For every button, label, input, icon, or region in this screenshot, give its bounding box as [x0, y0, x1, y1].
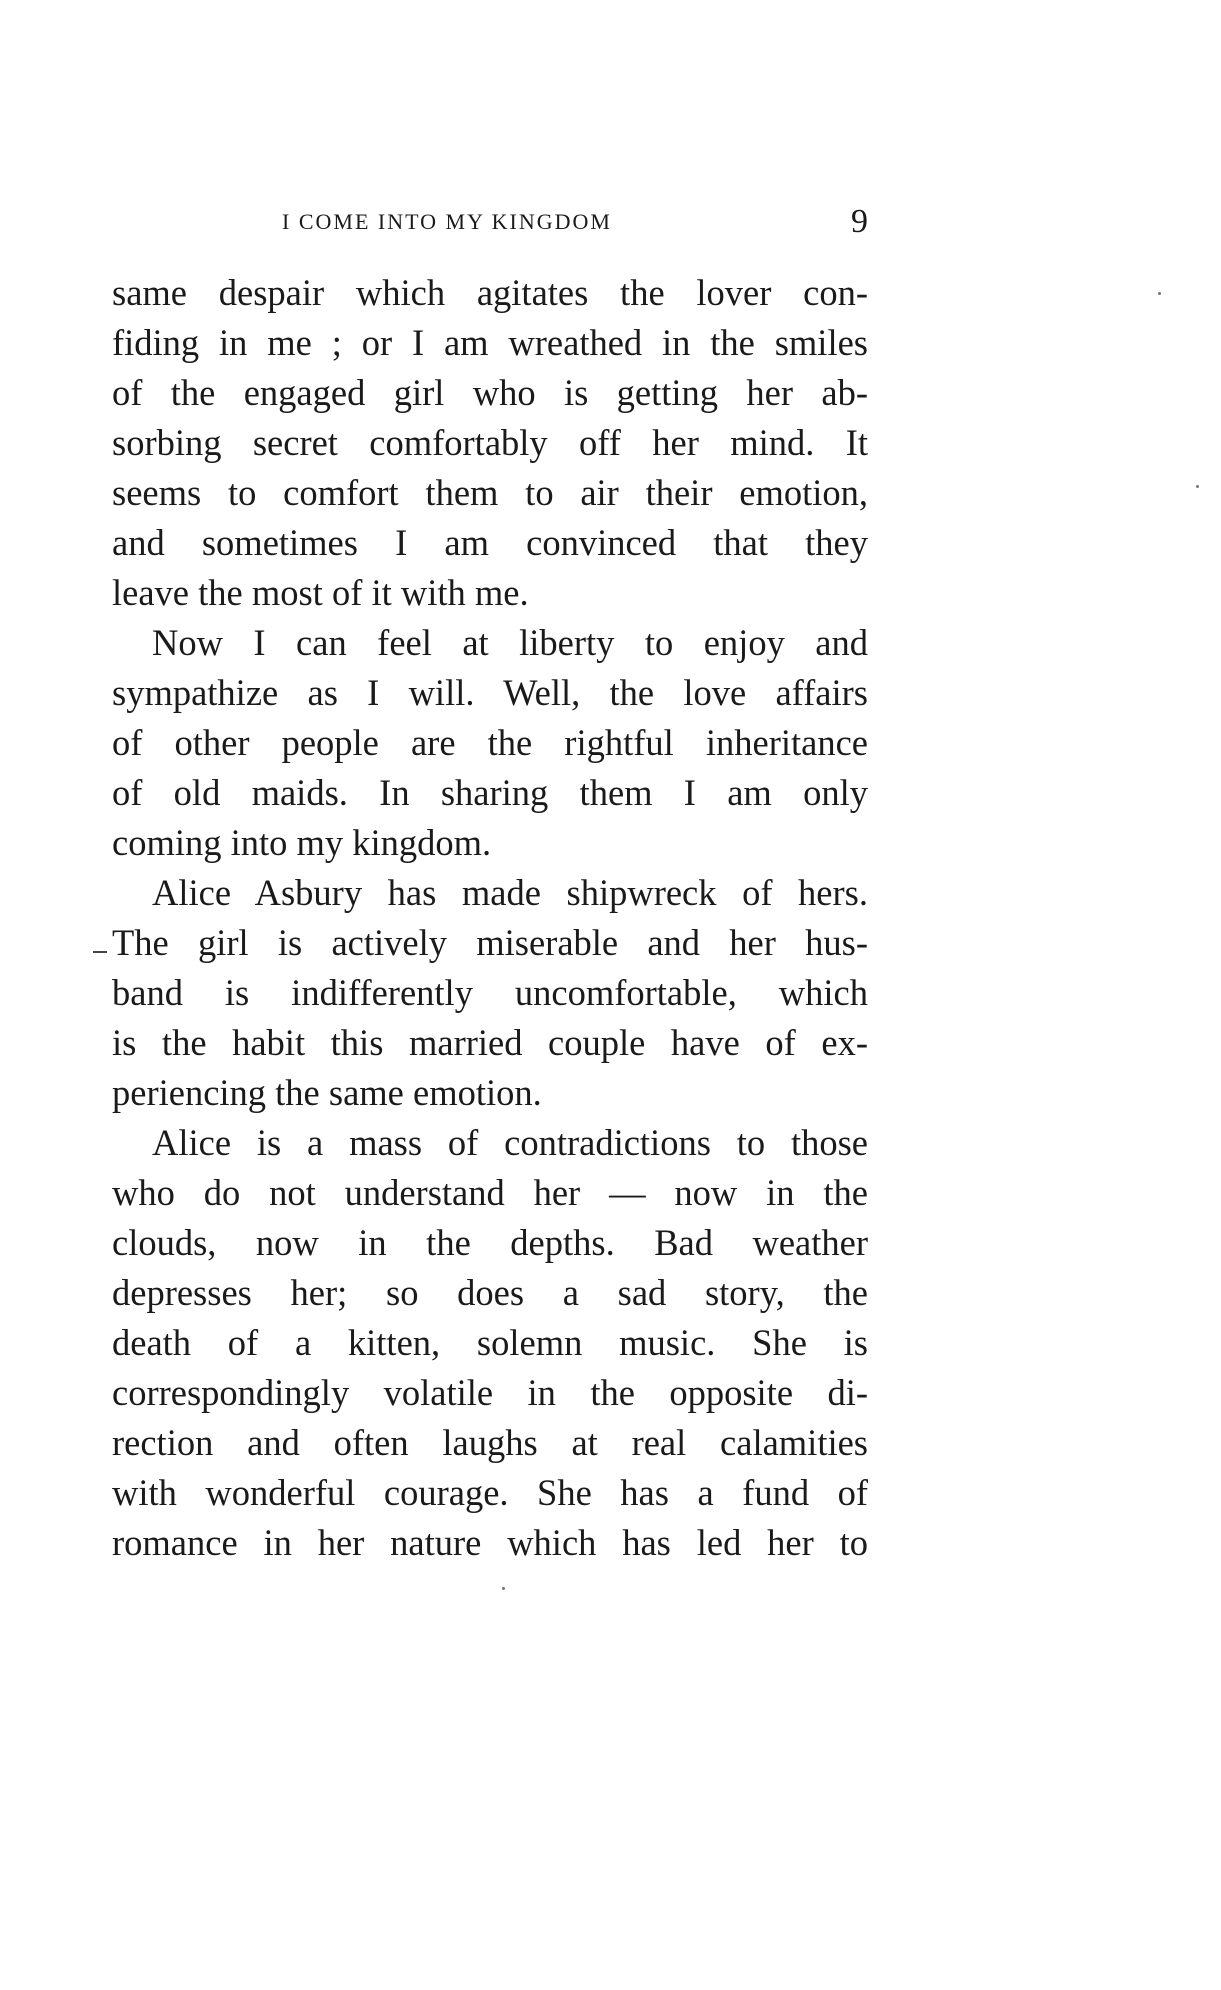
text-line: sorbing secret comfortably off her mind. It — [112, 422, 868, 463]
text-line: is the habit this married couple have of ex- — [112, 1022, 868, 1063]
text-line: seems to comfort them to air their emotion, — [112, 472, 868, 513]
running-title: I COME INTO MY KINGDOM — [282, 209, 612, 234]
text-line: of other people are the rightful inheritance — [112, 722, 868, 763]
text-line: with wonderful courage. She has a fund of — [112, 1472, 868, 1513]
text-line: band is indifferently uncomfortable, which — [112, 972, 868, 1013]
text-line: depresses her; so does a sad story, the — [112, 1272, 868, 1313]
text-line: sympathize as I will. Well, the love affairs — [112, 672, 868, 713]
text-line: periencing the same emotion. — [112, 1072, 542, 1113]
text-line: same despair which agitates the lover con- — [112, 272, 868, 313]
text-line: leave the most of it with me. — [112, 572, 529, 613]
text-line: clouds, now in the depths. Bad weather — [112, 1222, 868, 1263]
text-line: Now I can feel at liberty to enjoy and — [152, 622, 868, 663]
text-line: correspondingly volatile in the opposite di- — [112, 1372, 868, 1413]
text-line: of old maids. In sharing them I am only — [112, 772, 868, 813]
paper-speck — [1158, 292, 1161, 295]
text-line: rection and often laughs at real calamities — [112, 1422, 868, 1463]
page-number: 9 — [851, 203, 868, 240]
text-line: Alice Asbury has made shipwreck of hers. — [152, 872, 868, 913]
body-text — [112, 268, 868, 1568]
paper-speck — [1196, 485, 1199, 488]
text-line: who do not understand her — now in the — [112, 1172, 868, 1213]
text-line: Alice is a mass of contradictions to those — [152, 1122, 868, 1163]
text-line: The girl is actively miserable and her hus- — [112, 922, 868, 963]
text-line: and sometimes I am convinced that they — [112, 522, 868, 563]
text-line: of the engaged girl who is getting her ab- — [112, 372, 868, 413]
text-line: fiding in me ; or I am wreathed in the smiles — [112, 322, 868, 363]
text-line: death of a kitten, solemn music. She is — [112, 1322, 868, 1363]
text-line: coming into my kingdom. — [112, 822, 492, 863]
paper-speck — [502, 1587, 505, 1590]
running-head — [112, 203, 868, 240]
text-line: romance in her nature which has led her to — [112, 1522, 868, 1563]
margin-dash-mark — [93, 951, 107, 953]
